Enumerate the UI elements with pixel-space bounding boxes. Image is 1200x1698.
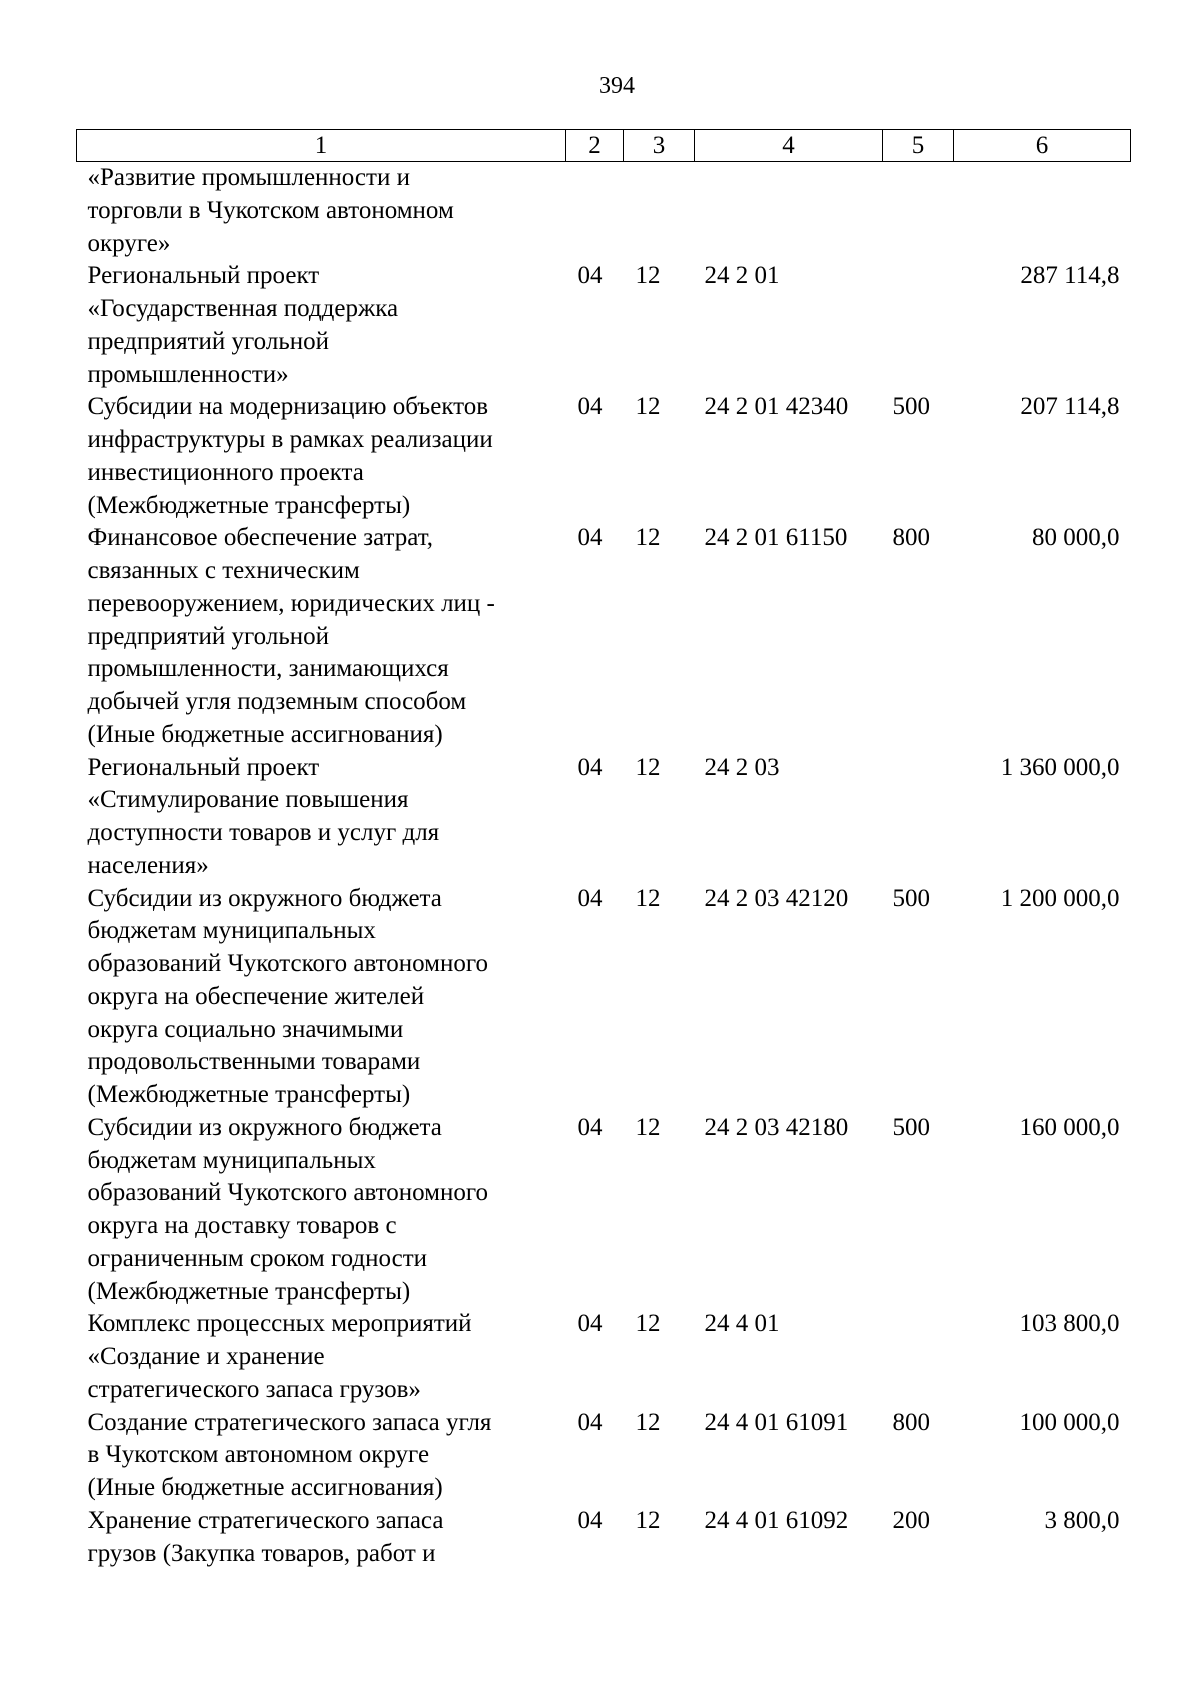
header-col-3: 3	[624, 130, 695, 162]
row-expense-type: 500	[892, 884, 930, 912]
row-amount: 100 000,0	[1019, 1408, 1120, 1436]
row-name: Финансовое обеспечение затрат, связанных с техническим перевооружением, юридических лиц - предприятий угольной промышленности, занимающихся добычей угля подземным способом (Иные бюджетные ассигнования)	[87, 524, 495, 748]
row-amount: 1 200 000,0	[1000, 884, 1120, 912]
row-expense-type	[883, 1308, 954, 1406]
row-amount: 207 114,8	[1020, 393, 1120, 421]
row-section: 04	[577, 753, 603, 781]
row-subsection: 12	[635, 393, 661, 421]
row-amount: 287 114,8	[1020, 262, 1120, 290]
header-col-6: 6	[954, 130, 1131, 162]
row-subsection: 12	[635, 524, 661, 552]
row-subsection: 12	[635, 884, 661, 912]
row-name: Субсидии из окружного бюджета бюджетам муниципальных образований Чукотского автономного округа на доставку товаров с ограниченным сроком годности (Межбюджетные трансферты)	[87, 1113, 488, 1305]
row-expense-type: 200	[892, 1506, 930, 1534]
row-section: 04	[577, 1506, 603, 1534]
row-amount: 80 000,0	[1032, 524, 1120, 552]
table-row	[77, 162, 1131, 261]
row-subsection: 12	[635, 1408, 661, 1436]
row-subsection: 12	[635, 1310, 661, 1338]
row-target-code: 24 2 01 42340	[704, 393, 849, 421]
row-target-code: 24 4 01	[704, 1310, 780, 1338]
row-target-code: 24 2 01 61150	[704, 524, 848, 552]
row-expense-type: 800	[892, 1408, 930, 1436]
row-subsection: 12	[635, 262, 661, 290]
row-target-code: 24 4 01 61091	[704, 1408, 849, 1436]
row-name: Региональный проект «Государственная поддержка предприятий угольной промышленности»	[87, 262, 399, 388]
table-row	[77, 1308, 1131, 1406]
row-target-code: 24 2 01	[704, 262, 780, 290]
row-amount: 103 800,0	[1019, 1310, 1120, 1338]
row-expense-type	[883, 162, 954, 261]
row-target-code: 24 4 01 61092	[704, 1506, 849, 1534]
row-amount: 1 360 000,0	[1000, 753, 1120, 781]
header-col-1: 1	[77, 130, 566, 162]
row-name: Комплекс процессных мероприятий «Создание и хранение стратегического запаса грузов»	[87, 1310, 472, 1403]
row-name: Субсидии на модернизацию объектов инфраструктуры в рамках реализации инвестиционного проекта (Межбюджетные трансферты)	[87, 393, 493, 519]
table-row	[77, 522, 1131, 751]
header-col-5: 5	[883, 130, 954, 162]
row-target-code: 24 2 03	[704, 753, 780, 781]
table-row	[77, 1112, 1131, 1309]
row-section: 04	[577, 1113, 603, 1141]
row-name: Субсидии из окружного бюджета бюджетам муниципальных образований Чукотского автономного округа на обеспечение жителей округа социально значимыми продовольственными товарами (Межбюджетные трансферты)	[87, 884, 488, 1108]
row-section: 04	[577, 884, 603, 912]
table-row	[77, 260, 1131, 391]
row-section: 04	[577, 1310, 603, 1338]
row-expense-type: 500	[892, 393, 930, 421]
header-row	[77, 130, 1131, 162]
row-name: Региональный проект «Стимулирование повышения доступности товаров и услуг для населения»	[87, 753, 440, 879]
row-section: 04	[577, 262, 603, 290]
row-section: 04	[577, 1408, 603, 1436]
table-row	[77, 1505, 1131, 1571]
row-amount: 3 800,0	[1044, 1506, 1120, 1534]
header-col-4: 4	[695, 130, 883, 162]
row-subsection: 12	[635, 753, 661, 781]
row-section: 04	[577, 524, 603, 552]
header-col-2: 2	[566, 130, 624, 162]
table-body	[77, 162, 1131, 1571]
row-section	[566, 162, 624, 261]
row-name: Создание стратегического запаса угля в Чукотском автономном округе (Иные бюджетные ассигнования)	[87, 1408, 492, 1501]
page-number: 394	[599, 73, 635, 99]
row-subsection: 12	[635, 1113, 661, 1141]
row-name: Хранение стратегического запаса грузов (Закупка товаров, работ и	[87, 1506, 444, 1567]
row-target-code	[695, 162, 883, 261]
row-subsection	[624, 162, 695, 261]
table-row	[77, 1407, 1131, 1505]
budget-table	[76, 129, 1131, 1570]
row-section: 04	[577, 393, 603, 421]
table-header	[77, 130, 1131, 162]
row-target-code: 24 2 03 42120	[704, 884, 849, 912]
row-expense-type	[883, 260, 954, 391]
row-expense-type: 800	[892, 524, 930, 552]
row-expense-type	[883, 752, 954, 883]
row-expense-type: 500	[892, 1113, 930, 1141]
row-amount: 160 000,0	[1019, 1113, 1120, 1141]
table-row	[77, 883, 1131, 1112]
row-subsection: 12	[635, 1506, 661, 1534]
row-target-code: 24 2 03 42180	[704, 1113, 849, 1141]
row-name: «Развитие промышленности и торговли в Чукотском автономном округе»	[87, 164, 454, 257]
row-amount	[954, 162, 1131, 261]
table-row	[77, 391, 1131, 522]
table-row	[77, 752, 1131, 883]
